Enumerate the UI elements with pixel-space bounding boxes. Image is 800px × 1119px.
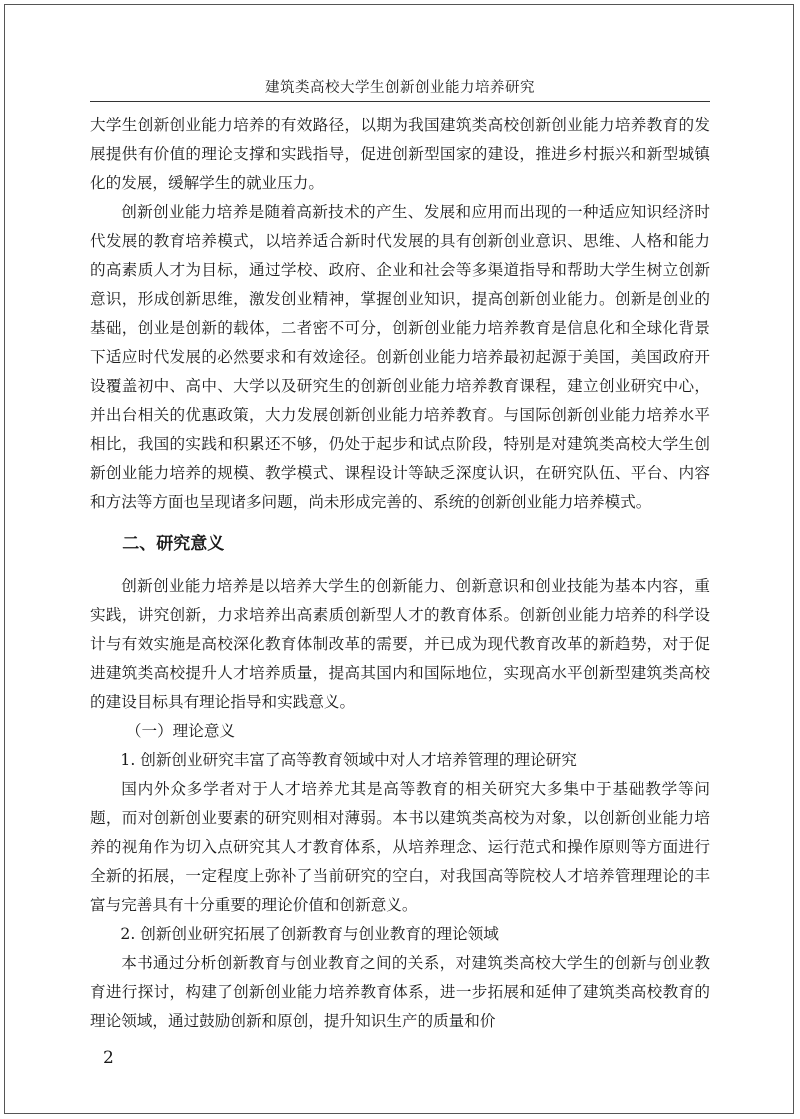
running-header: 建筑类高校大学生创新创业能力培养研究 bbox=[265, 80, 535, 96]
subsection-heading: （一）理论意义 bbox=[125, 722, 236, 740]
paragraph: 创新创业能力培养是以培养大学生的创新能力、创新意识和创业技能为基本内容，重实践，讲究创新，力求培养出高素质创新型人才的教育体系。创新创业能力培养的科学设计与有效实施是高校深化教育体制改革的需要，并已成为现代教育改革的新趋势，对于促进建筑类高校提升人才培养质量，提高其国内和国际地位，实现高水平创新型建筑类高校的建设目标具有理论指导和实践意义。 bbox=[90, 577, 710, 711]
paragraph: 国内外众多学者对于人才培养尤其是高等教育的相关研究大多集中于基础教学等问题，而对创新创业要素的研究则相对薄弱。本书以建筑类高校为对象，以创新创业能力培养的视角作为切入点研究其人才教育体系，从培养理念、运行范式和操作原则等方面进行全新的拓展，一定程度上弥补了当前研究的空白，对我国高等院校人才培养管理理论的丰富与完善具有十分重要的理论价值和创新意义。 bbox=[90, 780, 710, 914]
page-body bbox=[90, 111, 710, 1036]
paragraph: 创新创业能力培养是随着高新技术的产生、发展和应用而出现的一种适应知识经济时代发展的教育培养模式，以培养适合新时代发展的具有创新创业意识、思维、人格和能力的高素质人才为目标，通过学校、政府、企业和社会等多渠道指导和帮助大学生树立创新意识，形成创新思维，激发创业精神，掌握创业知识，提高创新创业能力。创新是创业的基础，创业是创新的载体，二者密不可分，创新创业能力培养教育是信息化和全球化背景下适应时代发展的必然要求和有效途径。创新创业能力培养最初起源于美国，美国政府开设覆盖初中、高中、大学以及研究生的创新创业能力培养教育课程，建立创业研究中心，并出台相关的优惠政策，大力发展创新创业能力培养教育。与国际创新创业能力培养水平相比，我国的实践和积累还不够，仍处于起步和试点阶段，特别是对建筑类高校大学生创新创业能力培养的规模、教学模式、课程设计等缺乏深度认识，在研究队伍、平台、内容和方法等方面也呈现诸多问题，尚未形成完善的、系统的创新创业能力培养模式。 bbox=[90, 203, 710, 511]
section-heading: 二、研究意义 bbox=[122, 534, 225, 554]
header-rule bbox=[90, 101, 710, 102]
numbered-item-heading: 1. 创新创业研究丰富了高等教育领域中对人才培养管理的理论研究 bbox=[120, 751, 577, 769]
paragraph: 本书通过分析创新教育与创业教育之间的关系，对建筑类高校大学生的创新与创业教育进行探讨，构建了创新创业能力培养教育体系，进一步拓展和延伸了建筑类高校教育的理论领域，通过鼓励创新和原创，提升知识生产的质量和价 bbox=[90, 954, 710, 1030]
paragraph: 大学生创新创业能力培养的有效路径，以期为我国建筑类高校创新创业能力培养教育的发展提供有价值的理论支撑和实践指导，促进创新型国家的建设，推进乡村振兴和新型城镇化的发展，缓解学生的就业压力。 bbox=[90, 116, 710, 192]
numbered-item-heading: 2. 创新创业研究拓展了创新教育与创业教育的理论领域 bbox=[120, 925, 499, 943]
page-number: 2 bbox=[103, 1048, 114, 1068]
